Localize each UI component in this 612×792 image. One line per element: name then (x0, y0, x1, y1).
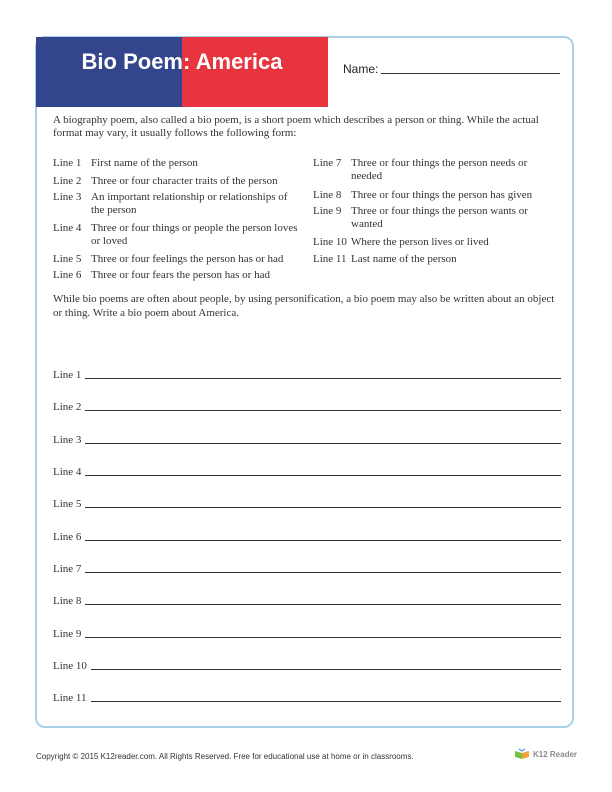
form-line-number: Line 8 (313, 189, 342, 201)
answer-line[interactable] (53, 593, 561, 607)
form-line-number: Line 9 (313, 205, 342, 217)
answer-rule[interactable] (85, 604, 561, 605)
answer-line-label: Line 9 (53, 628, 82, 640)
form-row (313, 236, 563, 249)
form-line-description: Three or four things or people the person loves or loved (91, 222, 298, 247)
form-line-number: Line 3 (53, 191, 82, 203)
form-row (313, 205, 541, 231)
answer-rule[interactable] (91, 669, 561, 670)
form-line-number: Line 4 (53, 222, 82, 234)
form-row (53, 269, 303, 282)
form-line-description: Last name of the person (351, 253, 457, 265)
answer-line[interactable] (53, 561, 561, 575)
answer-line-label: Line 5 (53, 498, 82, 510)
answer-rule[interactable] (85, 443, 561, 444)
instructions-paragraph: While bio poems are often about people, by using personification, a bio poem may also be written about an object or thing. Write a bio poem about America. (53, 293, 555, 319)
form-row (313, 253, 563, 266)
answer-line[interactable] (53, 464, 561, 478)
answer-rule[interactable] (85, 637, 561, 638)
form-line-description: Three or four character traits of the person (91, 175, 278, 187)
copyright-footer: Copyright © 2015 K12reader.com. All Rights Reserved. Free for educational use at home or in classrooms. (36, 752, 414, 761)
answer-rule[interactable] (85, 378, 561, 379)
form-row (53, 157, 303, 170)
form-line-description: Three or four fears the person has or had (91, 269, 270, 281)
k12reader-logo (514, 748, 577, 760)
form-row (313, 157, 541, 183)
answer-line[interactable] (53, 399, 561, 413)
form-row (53, 191, 303, 217)
book-icon (514, 748, 530, 760)
name-label: Name: (343, 62, 379, 76)
name-field[interactable] (381, 73, 560, 74)
form-row (53, 253, 303, 266)
answer-line-label: Line 1 (53, 369, 82, 381)
worksheet-title: Bio Poem: America (81, 49, 283, 74)
logo-text: K12 Reader (533, 749, 578, 759)
answer-line[interactable] (53, 367, 561, 381)
answer-line-label: Line 3 (53, 434, 82, 446)
answer-line[interactable] (53, 529, 561, 543)
form-row (313, 189, 563, 202)
form-line-number: Line 2 (53, 175, 82, 187)
form-line-description: Three or four things the person needs or needed (351, 157, 528, 182)
form-row (53, 175, 303, 188)
form-line-number: Line 6 (53, 269, 82, 281)
answer-line-label: Line 7 (53, 563, 82, 575)
form-line-description: Three or four things the person has given (351, 189, 533, 201)
answer-line-label: Line 6 (53, 531, 82, 543)
form-line-description: Three or four feelings the person has or had (91, 253, 284, 265)
form-line-description: First name of the person (91, 157, 198, 169)
answer-line[interactable] (53, 432, 561, 446)
form-line-number: Line 1 (53, 157, 82, 169)
answer-line[interactable] (53, 626, 561, 640)
title-banner (36, 37, 328, 107)
form-line-description: An important relationship or relationships of the person (91, 191, 288, 216)
answer-line[interactable] (53, 496, 561, 510)
form-line-description: Three or four things the person wants or wanted (351, 205, 528, 230)
form-line-number: Line 7 (313, 157, 342, 169)
answer-rule[interactable] (85, 540, 561, 541)
form-line-number: Line 10 (313, 236, 347, 248)
answer-line-label: Line 4 (53, 466, 82, 478)
form-line-number: Line 11 (313, 253, 347, 265)
answer-line[interactable] (53, 690, 561, 704)
answer-rule[interactable] (85, 410, 561, 411)
answer-line[interactable] (53, 658, 561, 672)
intro-paragraph: A biography poem, also called a bio poem, is a short poem which describes a person or thing. While the actual format may vary, it usually follows the following form: (53, 114, 539, 139)
answer-rule[interactable] (85, 475, 561, 476)
form-row (53, 222, 303, 248)
answer-line-label: Line 11 (53, 692, 87, 704)
answer-line-label: Line 8 (53, 595, 82, 607)
answer-rule[interactable] (91, 701, 562, 702)
form-line-description: Where the person lives or lived (351, 236, 489, 248)
answer-line-label: Line 2 (53, 401, 82, 413)
answer-line-label: Line 10 (53, 660, 87, 672)
answer-rule[interactable] (85, 507, 561, 508)
form-line-number: Line 5 (53, 253, 82, 265)
answer-rule[interactable] (85, 572, 561, 573)
